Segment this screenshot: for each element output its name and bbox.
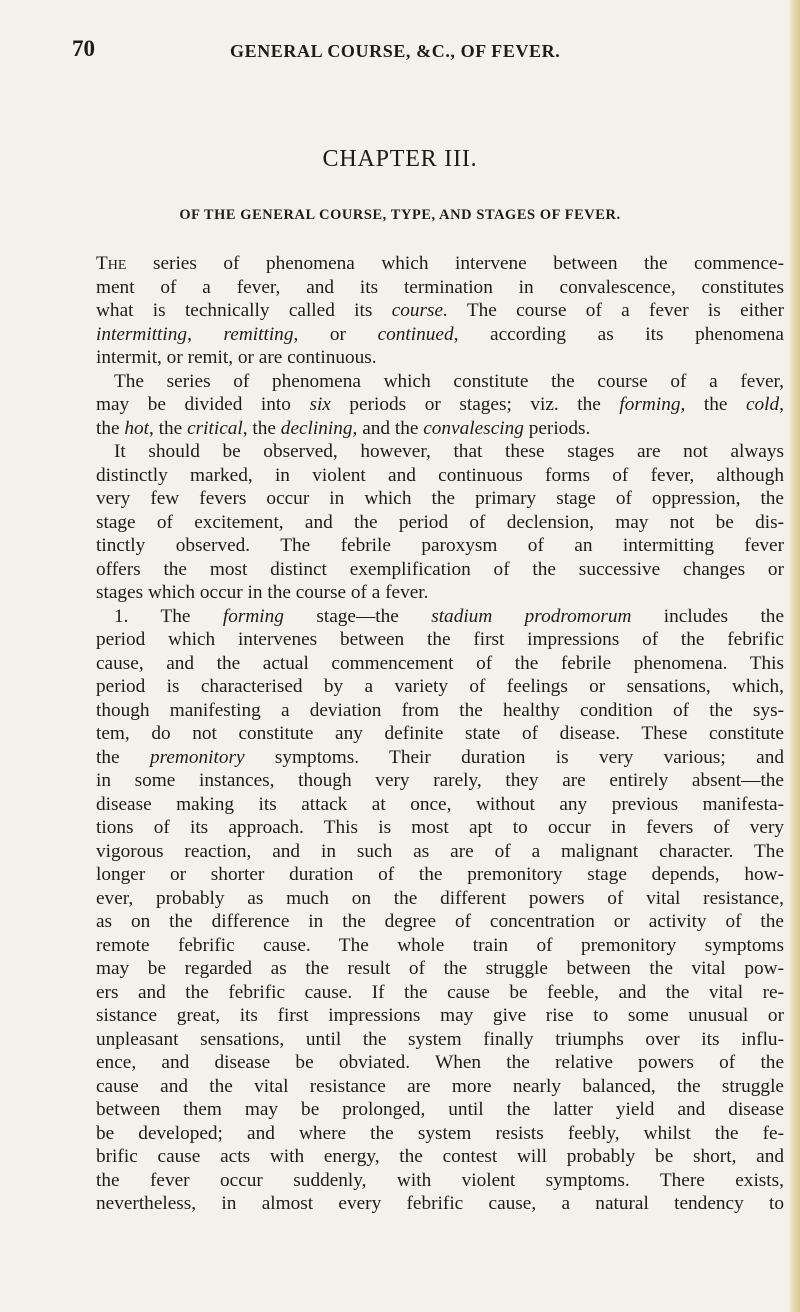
text-line: ers and the febrific cause. If the cause be feeble, and the vital re-	[96, 981, 784, 1003]
text-line: cause, and the actual commencement of the febrile phenomena. This	[96, 652, 784, 674]
text-line: may be regarded as the result of the struggle between the vital pow-	[96, 958, 784, 979]
text-line: 1. The forming stage—the stadium prodromorum includes the	[114, 605, 784, 627]
chapter-subtitle: OF THE GENERAL COURSE, TYPE, AND STAGES OF FEVER.	[179, 207, 621, 223]
text-line: cause and the vital resistance are more nearly balanced, the struggle	[96, 1075, 784, 1097]
text-line: distinctly marked, in violent and continuous forms of fever, although	[96, 464, 784, 486]
text-line: vigorous reaction, and in such as are of a malignant character. The	[96, 840, 784, 862]
text-line: the fever occur suddenly, with violent symptoms. There exists,	[96, 1169, 784, 1191]
text-line: period is characterised by a variety of feelings or sensations, which,	[96, 676, 784, 697]
text-line: the premonitory symptoms. Their duration is very various; and	[96, 746, 784, 768]
text-line: very few fevers occur in which the primary stage of oppression, the	[96, 488, 784, 509]
text-line: the hot, the critical, the declining, and the convalescing periods.	[96, 417, 591, 439]
text-line: intermitting, remitting, or continued, according as its phenomena	[96, 323, 784, 345]
text-line: It should be observed, however, that these stages are not always	[114, 441, 784, 462]
page-number: 70	[72, 36, 95, 61]
text-line: stages which occur in the course of a fever.	[96, 582, 429, 603]
text-line: nevertheless, in almost every febrific cause, a natural tendency to	[96, 1193, 784, 1214]
text-line: ment of a fever, and its termination in convalescence, constitutes	[96, 276, 784, 298]
text-line: offers the most distinct exemplification of the successive changes or	[96, 558, 784, 580]
page-edge	[788, 0, 800, 1312]
text-line: disease making its attack at once, without any previous manifesta-	[96, 793, 784, 815]
text-line: intermit, or remit, or are continuous.	[96, 347, 377, 368]
text-line: ever, probably as much on the different powers of vital resistance,	[96, 887, 784, 909]
text-line: tinctly observed. The febrile paroxysm of an intermitting fever	[96, 535, 784, 556]
text-line: remote febrific cause. The whole train of premonitory symptoms	[96, 934, 784, 956]
text-line: be developed; and where the system resists feebly, whilst the fe-	[96, 1122, 784, 1144]
running-title: GENERAL COURSE, &C., OF FEVER.	[230, 41, 561, 61]
chapter-title: CHAPTER III.	[322, 146, 478, 172]
text-line: stage of excitement, and the period of declension, may not be dis-	[96, 511, 784, 533]
text-line: may be divided into six periods or stages; viz. the forming, the cold,	[96, 394, 784, 415]
text-line: tem, do not constitute any definite state of disease. These constitute	[96, 723, 784, 744]
text-line: ence, and disease be obviated. When the relative powers of the	[96, 1052, 784, 1073]
text-line: as on the difference in the degree of concentration or activity of the	[96, 911, 784, 932]
text-line: tions of its approach. This is most apt to occur in fevers of very	[96, 817, 784, 838]
text-line: what is technically called its course. The course of a fever is either	[96, 300, 784, 321]
text-line: The series of phenomena which constitute the course of a fever,	[114, 370, 784, 392]
text-line: in some instances, though very rarely, they are entirely absent—the	[96, 770, 784, 791]
body-text	[96, 252, 784, 1216]
running-head	[72, 36, 772, 66]
text-line: longer or shorter duration of the premonitory stage depends, how-	[96, 864, 784, 885]
text-line: though manifesting a deviation from the healthy condition of the sys-	[96, 699, 784, 721]
text-line: period which intervenes between the first impressions of the febrific	[96, 629, 784, 650]
text-line: The series of phenomena which intervene between the commence-	[96, 253, 784, 274]
text-line: unpleasant sensations, until the system finally triumphs over its influ-	[96, 1028, 784, 1050]
text-line: brific cause acts with energy, the contest will probably be short, and	[96, 1146, 784, 1167]
text-line: sistance great, its first impressions may give rise to some unusual or	[96, 1005, 784, 1026]
text-line: between them may be prolonged, until the latter yield and disease	[96, 1099, 784, 1120]
